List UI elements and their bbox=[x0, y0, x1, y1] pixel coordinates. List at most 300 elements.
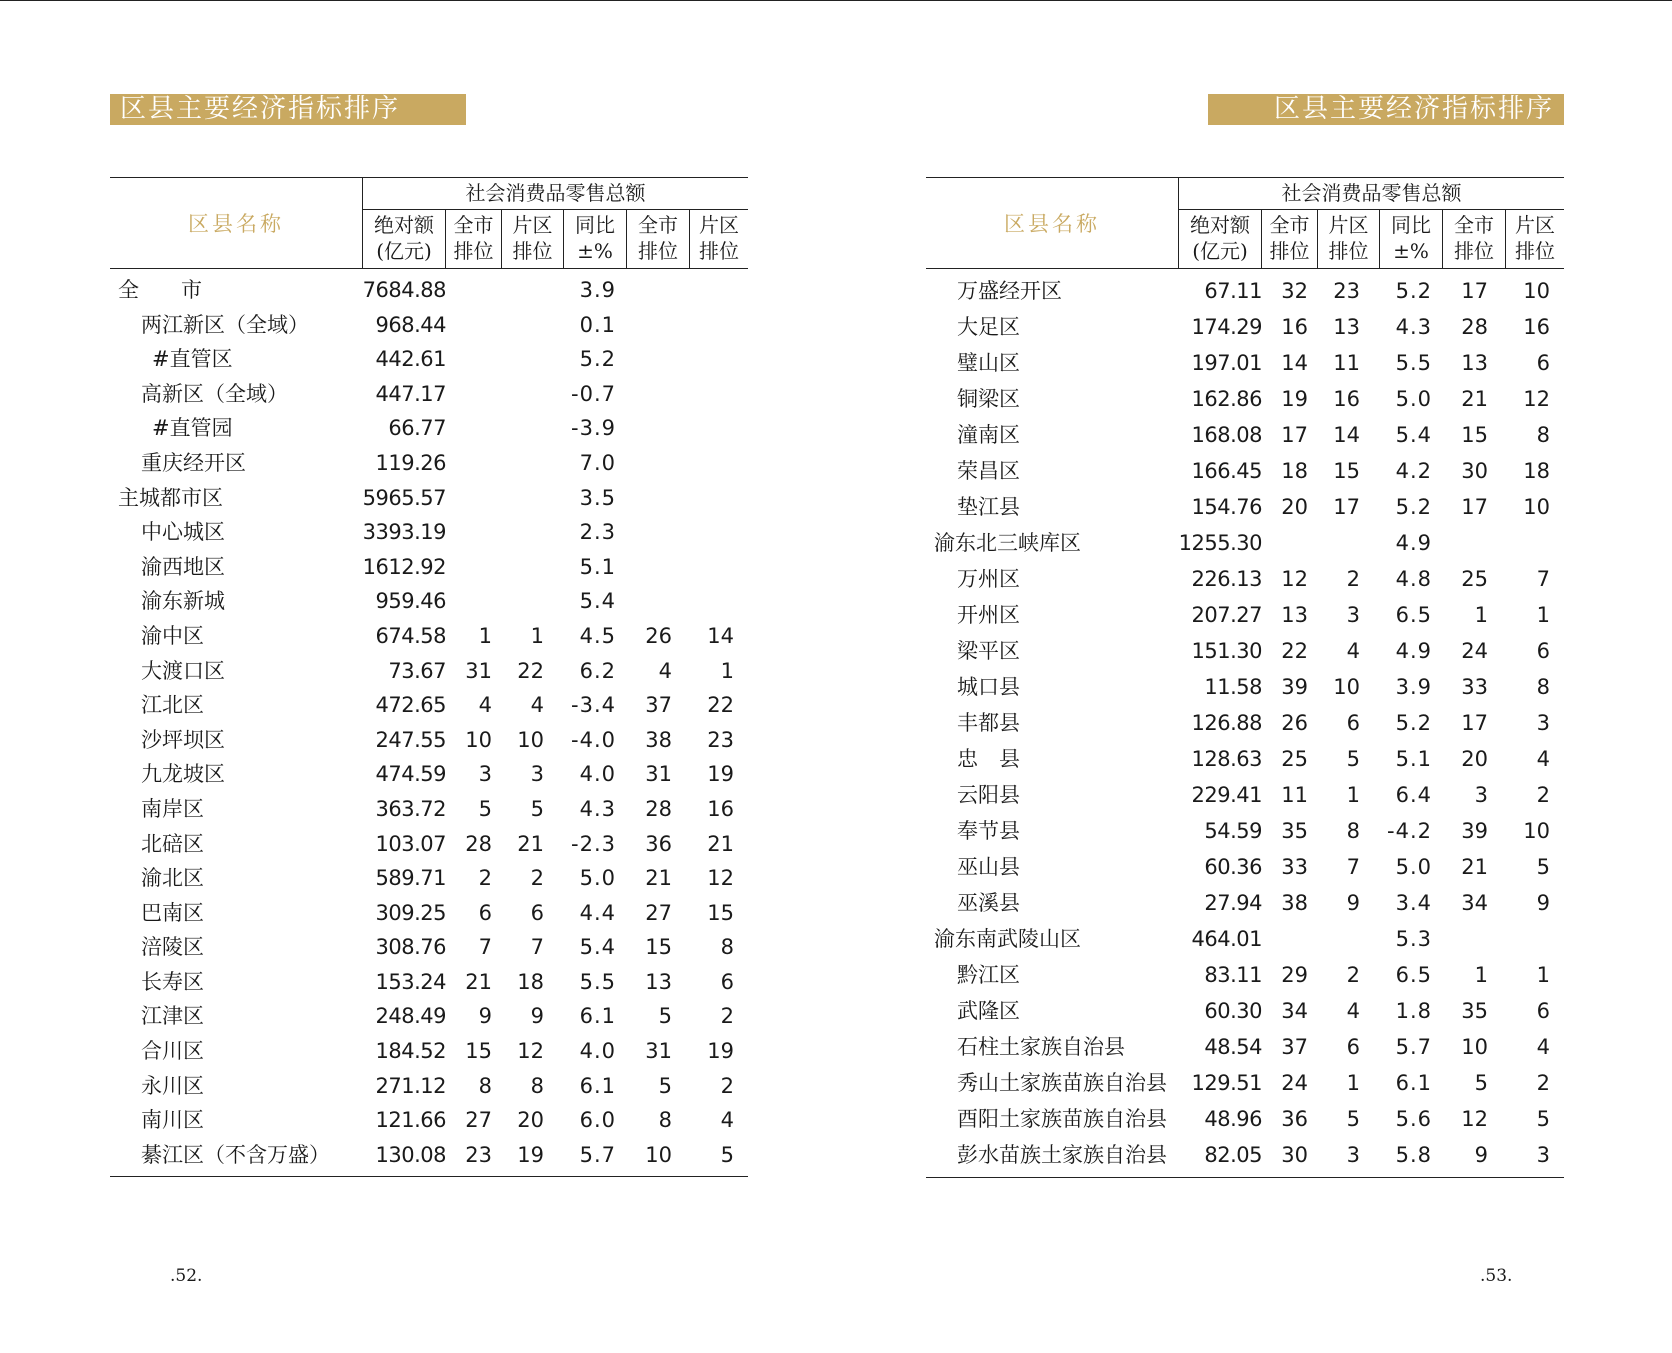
table-row bbox=[110, 757, 748, 792]
yoy-change: 5.6 bbox=[1395, 1107, 1432, 1131]
yoy-area-rank: 16 bbox=[1523, 315, 1550, 339]
absolute-value: 226.13 bbox=[1191, 567, 1262, 591]
city-rank: 25 bbox=[1281, 747, 1308, 771]
city-rank: 8 bbox=[478, 1073, 492, 1098]
table-row bbox=[926, 741, 1564, 777]
district-name: 两江新区（全域） bbox=[141, 312, 309, 337]
district-name: 合川区 bbox=[141, 1039, 204, 1064]
header-col-city-rank-2: 全市 排位 bbox=[627, 209, 690, 268]
yoy-change: 0.1 bbox=[579, 312, 616, 337]
table-body bbox=[110, 269, 748, 1176]
yoy-change: 6.4 bbox=[1395, 783, 1432, 807]
yoy-city-rank: 25 bbox=[1461, 567, 1488, 591]
district-name: 万盛经开区 bbox=[957, 279, 1062, 303]
table-row bbox=[110, 654, 748, 689]
district-name: 忠 县 bbox=[957, 747, 1020, 771]
yoy-city-rank: 28 bbox=[645, 796, 672, 821]
yoy-city-rank: 24 bbox=[1461, 639, 1488, 663]
yoy-change: -2.3 bbox=[571, 831, 616, 856]
yoy-change: 5.8 bbox=[1395, 1143, 1432, 1167]
ranking-table bbox=[110, 177, 748, 1177]
yoy-change: 4.8 bbox=[1395, 567, 1432, 591]
yoy-change: -4.2 bbox=[1387, 819, 1432, 843]
yoy-city-rank: 30 bbox=[1461, 459, 1488, 483]
yoy-area-rank: 2 bbox=[720, 1004, 734, 1029]
area-rank: 9 bbox=[1346, 891, 1360, 915]
absolute-value: 271.12 bbox=[375, 1073, 446, 1098]
yoy-city-rank: 4 bbox=[658, 658, 672, 683]
yoy-city-rank: 5 bbox=[1474, 1071, 1488, 1095]
table-row bbox=[926, 345, 1564, 381]
table-row bbox=[926, 849, 1564, 885]
yoy-city-rank: 15 bbox=[1461, 423, 1488, 447]
table-row bbox=[926, 777, 1564, 813]
city-rank: 6 bbox=[478, 900, 492, 925]
table-row bbox=[926, 417, 1564, 453]
yoy-change: 4.2 bbox=[1395, 459, 1432, 483]
district-name: 奉节县 bbox=[957, 819, 1020, 843]
yoy-change: 3.5 bbox=[579, 485, 616, 510]
district-name: 主城都市区 bbox=[118, 485, 223, 510]
yoy-city-rank: 17 bbox=[1461, 495, 1488, 519]
table-row bbox=[110, 792, 748, 827]
absolute-value: 11.58 bbox=[1204, 675, 1262, 699]
absolute-value: 197.01 bbox=[1191, 351, 1262, 375]
area-rank: 6 bbox=[1346, 1035, 1360, 1059]
district-name: 渝东新城 bbox=[141, 589, 225, 614]
table-row bbox=[926, 489, 1564, 525]
yoy-change: 5.7 bbox=[1395, 1035, 1432, 1059]
absolute-value: 168.08 bbox=[1191, 423, 1262, 447]
yoy-city-rank: 34 bbox=[1461, 891, 1488, 915]
yoy-area-rank: 6 bbox=[1536, 639, 1550, 663]
area-rank: 16 bbox=[1333, 387, 1360, 411]
area-rank: 2 bbox=[1346, 567, 1360, 591]
table-row bbox=[110, 965, 748, 1000]
city-rank: 10 bbox=[465, 727, 492, 752]
area-rank: 18 bbox=[517, 969, 544, 994]
city-rank: 14 bbox=[1281, 351, 1308, 375]
city-rank: 1 bbox=[478, 623, 492, 648]
yoy-change: -3.9 bbox=[571, 416, 616, 441]
yoy-change: 5.2 bbox=[1395, 495, 1432, 519]
table-header bbox=[110, 178, 748, 269]
area-rank: 7 bbox=[1346, 855, 1360, 879]
yoy-city-rank: 5 bbox=[658, 1004, 672, 1029]
area-rank: 4 bbox=[530, 693, 544, 718]
yoy-area-rank: 8 bbox=[1536, 423, 1550, 447]
yoy-city-rank: 28 bbox=[1461, 315, 1488, 339]
area-rank: 6 bbox=[530, 900, 544, 925]
district-name: 丰都县 bbox=[957, 711, 1020, 735]
yoy-city-rank: 31 bbox=[645, 762, 672, 787]
yoy-change: 5.7 bbox=[579, 1142, 616, 1167]
area-rank: 4 bbox=[1346, 999, 1360, 1023]
absolute-value: 447.17 bbox=[375, 381, 446, 406]
area-rank: 1 bbox=[530, 623, 544, 648]
absolute-value: 674.58 bbox=[375, 623, 446, 648]
yoy-area-rank: 2 bbox=[1536, 783, 1550, 807]
absolute-value: 7684.88 bbox=[362, 278, 446, 302]
yoy-area-rank: 15 bbox=[707, 900, 734, 925]
absolute-value: 474.59 bbox=[375, 762, 446, 787]
yoy-area-rank: 12 bbox=[707, 866, 734, 891]
absolute-value: 151.30 bbox=[1191, 639, 1262, 663]
absolute-value: 472.65 bbox=[375, 693, 446, 718]
yoy-area-rank: 16 bbox=[707, 796, 734, 821]
absolute-value: 207.27 bbox=[1191, 603, 1262, 627]
yoy-city-rank: 26 bbox=[645, 623, 672, 648]
yoy-city-rank: 17 bbox=[1461, 711, 1488, 735]
table-row bbox=[110, 584, 748, 619]
yoy-city-rank: 8 bbox=[658, 1108, 672, 1133]
city-rank: 36 bbox=[1281, 1107, 1308, 1131]
absolute-value: 153.24 bbox=[375, 969, 446, 994]
header-district-name: 区县名称 bbox=[926, 178, 1179, 268]
yoy-change: 7.0 bbox=[579, 450, 616, 475]
absolute-value: 166.45 bbox=[1191, 459, 1262, 483]
absolute-value: 1612.92 bbox=[362, 554, 446, 579]
district-name: 渝东北三峡库区 bbox=[934, 531, 1081, 555]
yoy-city-rank: 38 bbox=[645, 727, 672, 752]
header-col-absolute: 绝对额 (亿元) bbox=[363, 209, 446, 268]
absolute-value: 27.94 bbox=[1204, 891, 1262, 915]
table-row bbox=[926, 633, 1564, 669]
area-rank: 2 bbox=[1346, 963, 1360, 987]
district-name: 云阳县 bbox=[957, 783, 1020, 807]
district-name: 城口县 bbox=[957, 675, 1020, 699]
yoy-change: 4.9 bbox=[1395, 531, 1432, 555]
city-rank: 34 bbox=[1281, 999, 1308, 1023]
yoy-area-rank: 10 bbox=[1523, 495, 1550, 519]
yoy-change: 6.0 bbox=[579, 1108, 616, 1133]
yoy-change: 3.9 bbox=[1395, 675, 1432, 699]
yoy-change: 6.1 bbox=[1395, 1071, 1432, 1095]
absolute-value: 308.76 bbox=[375, 935, 446, 960]
yoy-city-rank: 12 bbox=[1461, 1107, 1488, 1131]
yoy-area-rank: 4 bbox=[720, 1108, 734, 1133]
right-page bbox=[926, 0, 1564, 1353]
district-name: 璧山区 bbox=[957, 351, 1020, 375]
yoy-change: 5.1 bbox=[1395, 747, 1432, 771]
absolute-value: 73.67 bbox=[388, 658, 446, 683]
header-col-yoy: 同比 ±% bbox=[1380, 209, 1443, 268]
absolute-value: 248.49 bbox=[375, 1004, 446, 1029]
yoy-city-rank: 1 bbox=[1474, 963, 1488, 987]
table-row bbox=[926, 561, 1564, 597]
yoy-area-rank: 6 bbox=[720, 969, 734, 994]
absolute-value: 442.61 bbox=[375, 347, 446, 372]
district-name: 垫江县 bbox=[957, 495, 1020, 519]
table-row bbox=[110, 896, 748, 931]
absolute-value: 54.59 bbox=[1204, 819, 1262, 843]
absolute-value: 174.29 bbox=[1191, 315, 1262, 339]
absolute-value: 128.63 bbox=[1191, 747, 1262, 771]
yoy-change: 3.9 bbox=[579, 278, 616, 302]
yoy-area-rank: 21 bbox=[707, 831, 734, 856]
area-rank: 1 bbox=[1346, 783, 1360, 807]
absolute-value: 464.01 bbox=[1191, 927, 1262, 951]
table-row bbox=[926, 1101, 1564, 1137]
yoy-area-rank: 4 bbox=[1536, 1035, 1550, 1059]
absolute-value: 48.54 bbox=[1204, 1035, 1262, 1059]
yoy-area-rank: 8 bbox=[1536, 675, 1550, 699]
district-name: 梁平区 bbox=[957, 639, 1020, 663]
area-rank: 4 bbox=[1346, 639, 1360, 663]
yoy-area-rank: 3 bbox=[1536, 1143, 1550, 1167]
district-name: 大渡口区 bbox=[141, 658, 225, 683]
yoy-area-rank: 2 bbox=[720, 1073, 734, 1098]
city-rank: 39 bbox=[1281, 675, 1308, 699]
district-name: 九龙坡区 bbox=[141, 762, 225, 787]
absolute-value: 229.41 bbox=[1191, 783, 1262, 807]
city-rank: 4 bbox=[478, 693, 492, 718]
absolute-value: 60.36 bbox=[1204, 855, 1262, 879]
absolute-value: 129.51 bbox=[1191, 1071, 1262, 1095]
yoy-city-rank: 10 bbox=[645, 1142, 672, 1167]
yoy-area-rank: 12 bbox=[1523, 387, 1550, 411]
table-row bbox=[110, 1069, 748, 1104]
area-rank: 5 bbox=[530, 796, 544, 821]
yoy-city-rank: 17 bbox=[1461, 279, 1488, 303]
header-col-city-rank-2: 全市 排位 bbox=[1443, 209, 1506, 268]
yoy-change: 5.2 bbox=[579, 347, 616, 372]
header-col-area-rank-2: 片区 排位 bbox=[1515, 213, 1555, 263]
yoy-city-rank: 5 bbox=[658, 1073, 672, 1098]
yoy-change: 4.0 bbox=[579, 1039, 616, 1064]
page-number: .52. bbox=[170, 1266, 203, 1286]
yoy-area-rank: 4 bbox=[1536, 747, 1550, 771]
absolute-value: 66.77 bbox=[388, 416, 446, 441]
table-row bbox=[926, 1029, 1564, 1065]
absolute-value: 48.96 bbox=[1204, 1107, 1262, 1131]
absolute-value: 162.86 bbox=[1191, 387, 1262, 411]
city-rank: 24 bbox=[1281, 1071, 1308, 1095]
city-rank: 38 bbox=[1281, 891, 1308, 915]
table-row bbox=[110, 1034, 748, 1069]
yoy-city-rank: 21 bbox=[1461, 387, 1488, 411]
district-name: 巫山县 bbox=[957, 855, 1020, 879]
yoy-area-rank: 10 bbox=[1523, 819, 1550, 843]
city-rank: 2 bbox=[478, 866, 492, 891]
city-rank: 21 bbox=[465, 969, 492, 994]
table-row bbox=[110, 550, 748, 585]
table-row bbox=[926, 381, 1564, 417]
absolute-value: 247.55 bbox=[375, 727, 446, 752]
yoy-change: 6.5 bbox=[1395, 963, 1432, 987]
table-row bbox=[110, 481, 748, 516]
district-name: 江北区 bbox=[141, 693, 204, 718]
table-row bbox=[110, 377, 748, 412]
absolute-value: 60.30 bbox=[1204, 999, 1262, 1023]
absolute-value: 363.72 bbox=[375, 796, 446, 821]
yoy-city-rank: 37 bbox=[645, 693, 672, 718]
area-rank: 5 bbox=[1346, 1107, 1360, 1131]
city-rank: 13 bbox=[1281, 603, 1308, 627]
table-row bbox=[110, 308, 748, 343]
district-name: 重庆经开区 bbox=[141, 450, 246, 475]
absolute-value: 67.11 bbox=[1204, 279, 1262, 303]
city-rank: 27 bbox=[465, 1108, 492, 1133]
absolute-value: 126.88 bbox=[1191, 711, 1262, 735]
table-row bbox=[110, 827, 748, 862]
table-row bbox=[110, 723, 748, 758]
table-row bbox=[926, 993, 1564, 1029]
table-row bbox=[110, 446, 748, 481]
header-col-yoy: 同比 ±% bbox=[564, 209, 627, 268]
absolute-value: 103.07 bbox=[375, 831, 446, 856]
table-row bbox=[926, 309, 1564, 345]
table-row bbox=[110, 619, 748, 654]
table-row bbox=[110, 515, 748, 550]
yoy-change: 1.8 bbox=[1395, 999, 1432, 1023]
yoy-area-rank: 5 bbox=[720, 1142, 734, 1167]
city-rank: 11 bbox=[1281, 783, 1308, 807]
area-rank: 11 bbox=[1333, 351, 1360, 375]
yoy-area-rank: 14 bbox=[707, 623, 734, 648]
yoy-area-rank: 6 bbox=[1536, 999, 1550, 1023]
header-district-name: 区县名称 bbox=[110, 178, 363, 268]
yoy-change: 5.5 bbox=[1395, 351, 1432, 375]
district-name: 南川区 bbox=[141, 1108, 204, 1133]
absolute-value: 309.25 bbox=[375, 900, 446, 925]
district-name: 长寿区 bbox=[141, 969, 204, 994]
yoy-area-rank: 1 bbox=[720, 658, 734, 683]
page-banner-title: 区县主要经济指标排序 bbox=[1208, 94, 1564, 125]
absolute-value: 5965.57 bbox=[362, 485, 446, 510]
absolute-value: 589.71 bbox=[375, 866, 446, 891]
yoy-city-rank: 33 bbox=[1461, 675, 1488, 699]
header-group-title: 社会消费品零售总额 bbox=[1179, 178, 1564, 210]
yoy-change: 4.3 bbox=[579, 796, 616, 821]
yoy-area-rank: 5 bbox=[1536, 855, 1550, 879]
city-rank: 35 bbox=[1281, 819, 1308, 843]
table-body bbox=[926, 269, 1564, 1177]
district-name: 沙坪坝区 bbox=[141, 727, 225, 752]
district-name: 全 市 bbox=[118, 278, 202, 302]
yoy-area-rank: 2 bbox=[1536, 1071, 1550, 1095]
area-rank: 1 bbox=[1346, 1071, 1360, 1095]
absolute-value: 3393.19 bbox=[362, 520, 446, 545]
district-name: 巴南区 bbox=[141, 900, 204, 925]
district-name: 高新区（全域） bbox=[141, 381, 288, 406]
district-name: 荣昌区 bbox=[957, 459, 1020, 483]
yoy-city-rank: 15 bbox=[645, 935, 672, 960]
yoy-area-rank: 9 bbox=[1536, 891, 1550, 915]
city-rank: 19 bbox=[1281, 387, 1308, 411]
area-rank: 23 bbox=[1333, 279, 1360, 303]
table-row bbox=[110, 688, 748, 723]
ranking-table bbox=[926, 177, 1564, 1178]
city-rank: 18 bbox=[1281, 459, 1308, 483]
area-rank: 3 bbox=[1346, 1143, 1360, 1167]
yoy-change: -0.7 bbox=[571, 381, 616, 406]
absolute-value: 83.11 bbox=[1204, 963, 1262, 987]
city-rank: 12 bbox=[1281, 567, 1308, 591]
city-rank: 7 bbox=[478, 935, 492, 960]
absolute-value: 184.52 bbox=[375, 1039, 446, 1064]
area-rank: 19 bbox=[517, 1142, 544, 1167]
table-row bbox=[926, 921, 1564, 957]
yoy-area-rank: 10 bbox=[1523, 279, 1550, 303]
absolute-value: 154.76 bbox=[1191, 495, 1262, 519]
table-row bbox=[110, 930, 748, 965]
table-row bbox=[926, 525, 1564, 561]
district-name: 渝中区 bbox=[141, 623, 204, 648]
yoy-city-rank: 21 bbox=[645, 866, 672, 891]
table-row bbox=[110, 411, 748, 446]
district-name: 北碚区 bbox=[141, 831, 204, 856]
yoy-change: 3.4 bbox=[1395, 891, 1432, 915]
area-rank: 7 bbox=[530, 935, 544, 960]
header-col-city-rank: 全市 排位 bbox=[446, 209, 502, 268]
yoy-change: 5.0 bbox=[1395, 855, 1432, 879]
district-name: 石柱土家族自治县 bbox=[957, 1035, 1125, 1059]
yoy-area-rank: 8 bbox=[720, 935, 734, 960]
yoy-area-rank: 18 bbox=[1523, 459, 1550, 483]
table-row bbox=[926, 957, 1564, 993]
yoy-area-rank: 23 bbox=[707, 727, 734, 752]
city-rank: 33 bbox=[1281, 855, 1308, 879]
table-row bbox=[926, 669, 1564, 705]
yoy-area-rank: 1 bbox=[1536, 963, 1550, 987]
yoy-change: 5.4 bbox=[579, 589, 616, 614]
table-row bbox=[110, 999, 748, 1034]
yoy-city-rank: 13 bbox=[645, 969, 672, 994]
yoy-change: 6.5 bbox=[1395, 603, 1432, 627]
city-rank: 20 bbox=[1281, 495, 1308, 519]
area-rank: 8 bbox=[530, 1073, 544, 1098]
yoy-city-rank: 39 bbox=[1461, 819, 1488, 843]
area-rank: 3 bbox=[1346, 603, 1360, 627]
yoy-area-rank: 7 bbox=[1536, 567, 1550, 591]
table-row bbox=[110, 273, 748, 308]
district-name: 武隆区 bbox=[957, 999, 1020, 1023]
area-rank: 15 bbox=[1333, 459, 1360, 483]
city-rank: 29 bbox=[1281, 963, 1308, 987]
city-rank: 30 bbox=[1281, 1143, 1308, 1167]
yoy-change: 6.2 bbox=[579, 658, 616, 683]
district-name: 渝北区 bbox=[141, 866, 204, 891]
table-header bbox=[926, 178, 1564, 269]
absolute-value: 1255.30 bbox=[1178, 531, 1262, 555]
area-rank: 5 bbox=[1346, 747, 1360, 771]
yoy-change: 5.0 bbox=[1395, 387, 1432, 411]
area-rank: 10 bbox=[1333, 675, 1360, 699]
city-rank: 31 bbox=[465, 658, 492, 683]
yoy-city-rank: 36 bbox=[645, 831, 672, 856]
district-name: 中心城区 bbox=[141, 520, 225, 545]
yoy-change: 6.1 bbox=[579, 1004, 616, 1029]
yoy-change: 4.5 bbox=[579, 623, 616, 648]
city-rank: 5 bbox=[478, 796, 492, 821]
city-rank: 9 bbox=[478, 1004, 492, 1029]
city-rank: 15 bbox=[465, 1039, 492, 1064]
yoy-city-rank: 31 bbox=[645, 1039, 672, 1064]
header-col-absolute: 绝对额 (亿元) bbox=[1179, 209, 1262, 268]
yoy-city-rank: 9 bbox=[1474, 1143, 1488, 1167]
yoy-change: 4.3 bbox=[1395, 315, 1432, 339]
area-rank: 3 bbox=[530, 762, 544, 787]
district-name: 酉阳土家族苗族自治县 bbox=[957, 1107, 1167, 1131]
table-row bbox=[110, 1138, 748, 1173]
city-rank: 32 bbox=[1281, 279, 1308, 303]
city-rank: 37 bbox=[1281, 1035, 1308, 1059]
yoy-area-rank: 19 bbox=[707, 762, 734, 787]
city-rank: 23 bbox=[465, 1142, 492, 1167]
area-rank: 20 bbox=[517, 1108, 544, 1133]
yoy-change: 5.2 bbox=[1395, 711, 1432, 735]
